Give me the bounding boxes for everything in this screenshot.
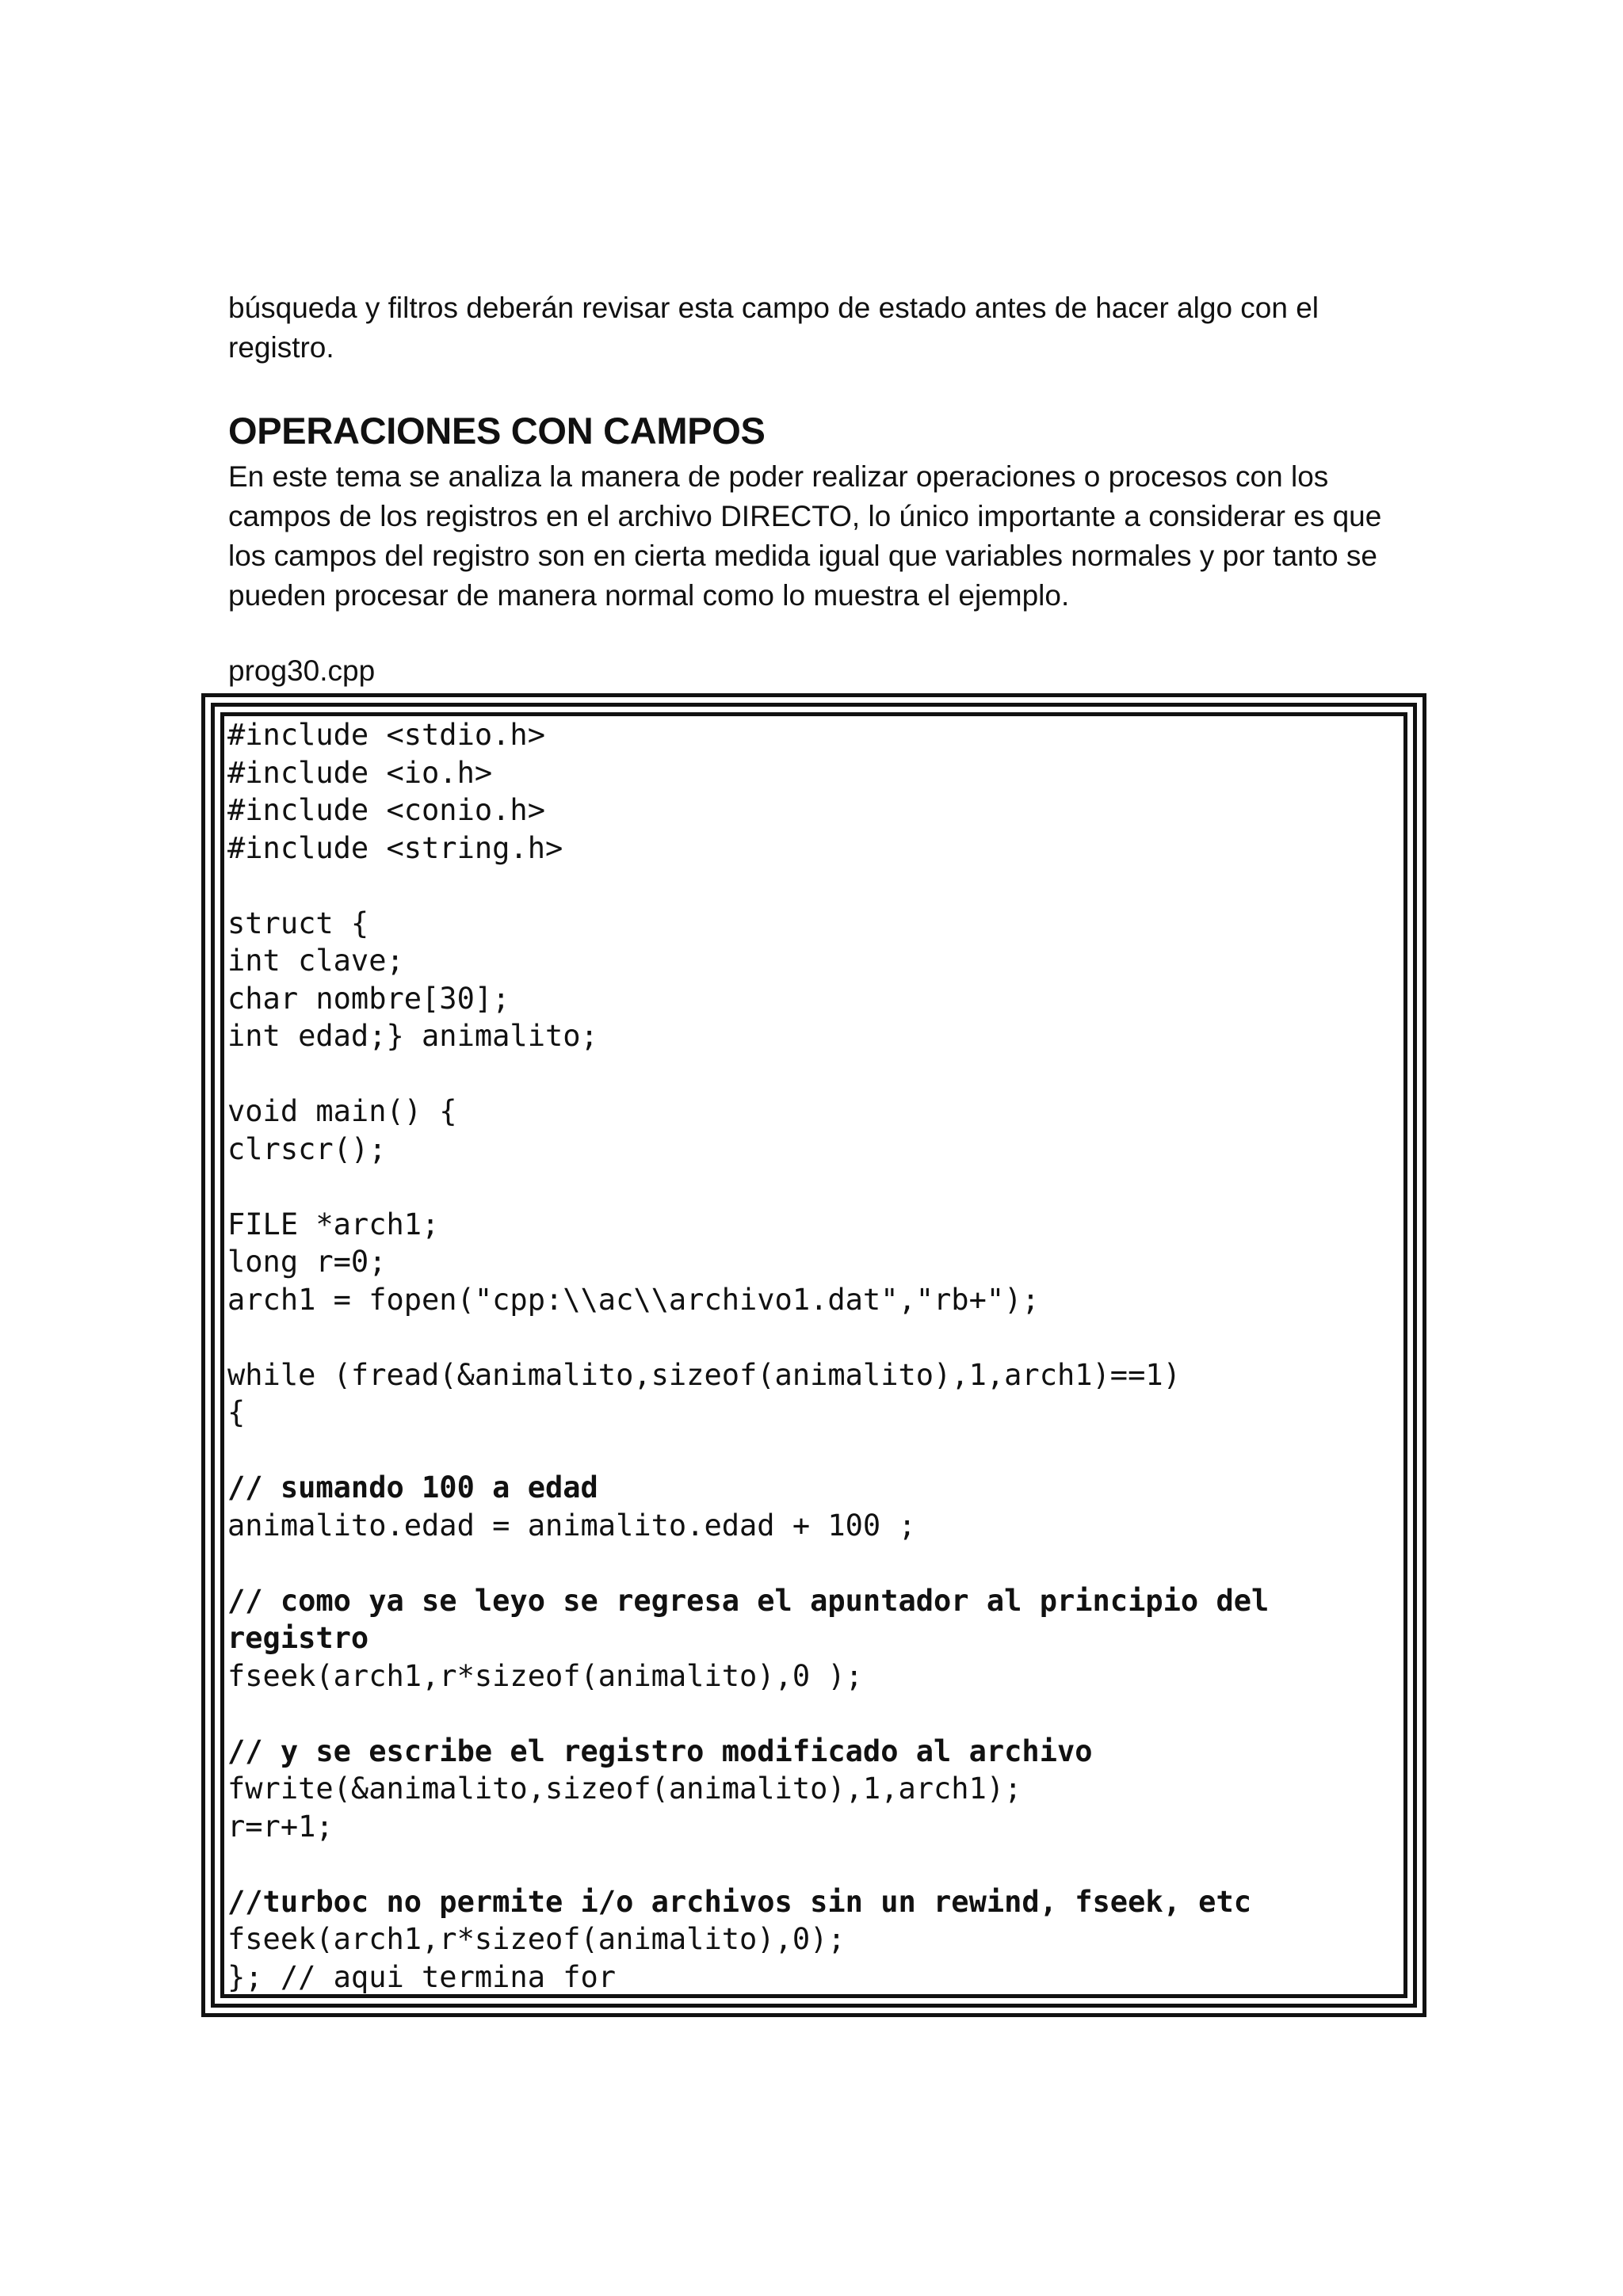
code-line: #include <io.h> bbox=[227, 755, 493, 790]
code-line: while (fread(&animalito,sizeof(animalito),1,arch1)==1) bbox=[227, 1357, 1181, 1392]
code-line bbox=[227, 1055, 1392, 1093]
code-line: fseek(arch1,r*sizeof(animalito),0); bbox=[227, 1922, 846, 1956]
code-comment-line: //turboc no permite i/o archivos sin un rewind, fseek, etc bbox=[227, 1884, 1252, 1919]
code-line: arch1 = fopen("cpp:\\ac\\archivo1.dat","rb+"); bbox=[227, 1282, 1040, 1317]
code-line: struct { bbox=[227, 906, 369, 940]
code-line: { bbox=[227, 1395, 246, 1429]
code-line bbox=[227, 1544, 1392, 1582]
code-line: int edad;} animalito; bbox=[227, 1019, 598, 1053]
intro-paragraph: búsqueda y filtros deberán revisar esta campo de estado antes de hacer algo con el registro. bbox=[228, 292, 1319, 364]
code-line: FILE *arch1; bbox=[227, 1207, 440, 1241]
code-comment-line: // y se escribe el registro modificado al archivo bbox=[227, 1733, 1093, 1768]
code-line bbox=[227, 1845, 1392, 1883]
code-line: #include <stdio.h> bbox=[227, 718, 545, 752]
code-line: #include <conio.h> bbox=[227, 793, 545, 827]
code-line: void main() { bbox=[227, 1094, 457, 1128]
code-line bbox=[227, 1318, 1392, 1356]
code-comment-line: registro bbox=[227, 1621, 369, 1655]
code-line: r=r+1; bbox=[227, 1809, 334, 1844]
code-comment-line: // sumando 100 a edad bbox=[227, 1470, 598, 1505]
code-line: char nombre[30]; bbox=[227, 981, 510, 1016]
code-listing bbox=[227, 716, 1392, 1996]
code-line bbox=[227, 1695, 1392, 1733]
code-line: }; // aqui termina for bbox=[227, 1959, 617, 1994]
section-body-paragraph: En este tema se analiza la manera de poder realizar operaciones o procesos con los campos de los registros en el archivo DIRECTO, lo único importante a considerar es que los campos del registro son en cierta medida igual que variables normales y por tanto se pueden procesar de manera normal como lo muestra el ejemplo. bbox=[228, 460, 1382, 612]
code-file-label: prog30.cpp bbox=[228, 654, 376, 687]
code-line: #include <string.h> bbox=[227, 830, 563, 865]
code-line bbox=[227, 1168, 1392, 1206]
code-comment-line: // como ya se leyo se regresa el apuntador al principio del bbox=[227, 1583, 1270, 1618]
section-heading: OPERACIONES CON CAMPOS bbox=[228, 410, 766, 452]
code-line: fwrite(&animalito,sizeof(animalito),1,arch1); bbox=[227, 1772, 1022, 1806]
code-line: int clave; bbox=[227, 944, 404, 978]
code-line bbox=[227, 867, 1392, 905]
code-line: fseek(arch1,r*sizeof(animalito),0 ); bbox=[227, 1658, 863, 1693]
code-line: long r=0; bbox=[227, 1245, 387, 1279]
code-line: clrscr(); bbox=[227, 1131, 387, 1166]
code-line: animalito.edad = animalito.edad + 100 ; bbox=[227, 1508, 916, 1543]
code-line bbox=[227, 1432, 1392, 1470]
